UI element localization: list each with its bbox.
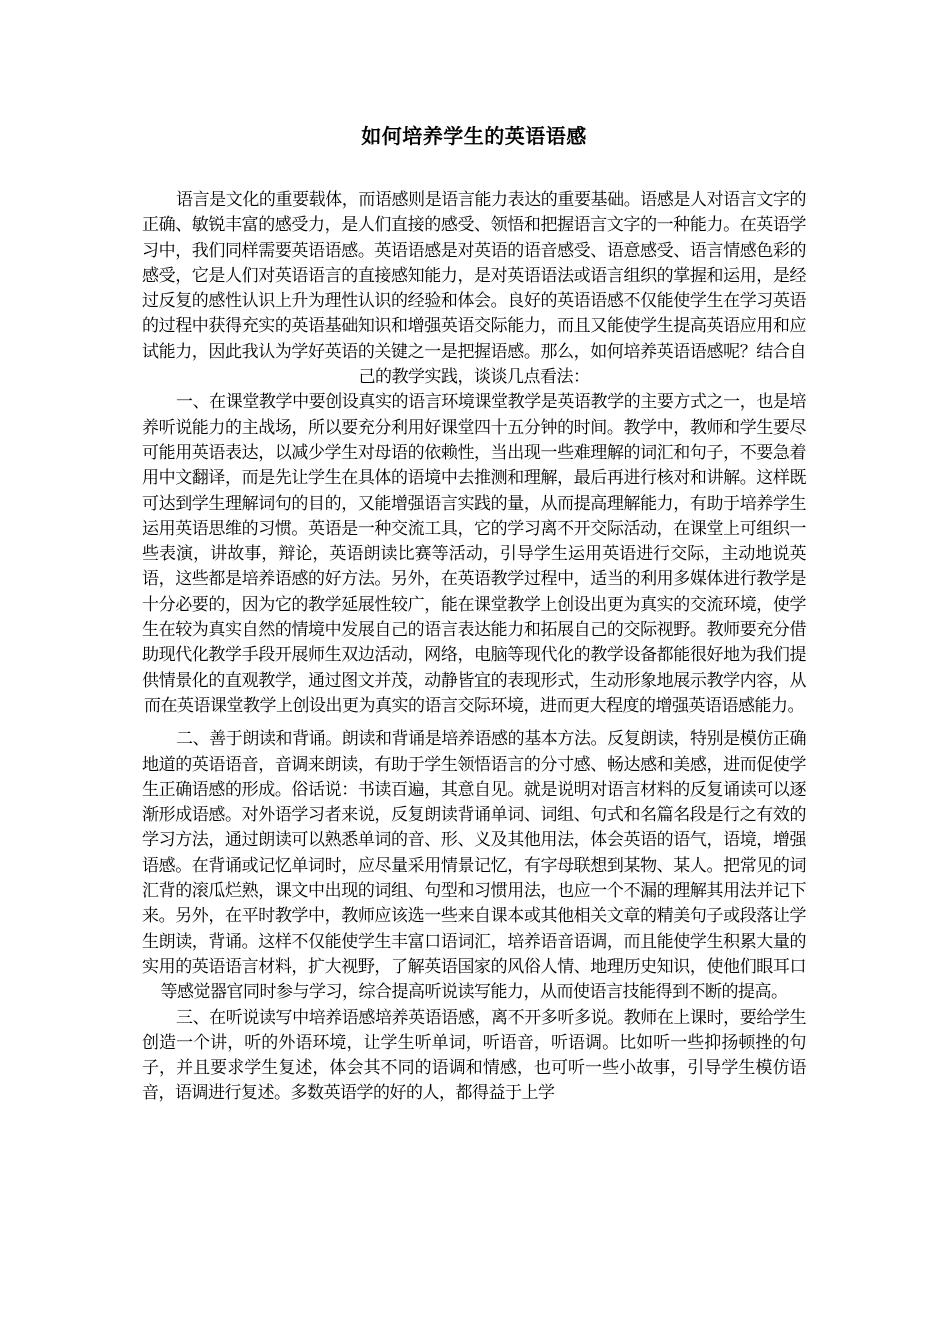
paragraph-section-2: 二、善于朗读和背诵。朗读和背诵是培养语感的基本方法。反复朗读，特别是模仿正确地道的英语语音，音调来朗读，有助于学生领悟语言的分寸感、畅达感和美感，进而促使学生正确语感的形成。俗话说：书读百遍，其意自见。就是说明对语言材料的反复诵读可以逐渐形成语感。对外语学习者来说，反复朗读背诵单词、词组、句式和名篇名段是行之有效的学习方法，通过朗读可以熟悉单词的音、形、义及其他用法，体会英语的语气，语境，增强语感。在背诵或记忆单词时，应尽量采用情景记忆，有字母联想到某物、某人。把常见的词汇背的滚瓜烂熟，课文中出现的词组、句型和习惯用法，也应一个不漏的理解其用法并记下来。另外，在平时教学中，教师应该选一些来自课本或其他相关文章的精美句子或段落让学生朗读，背诵。这样不仅能使学生丰富口语词汇，培养语音语调，而且能使学生积累大量的实用的英语语言材料，扩大视野，了解英语国家的风俗人情、地理历史知识，使他们眼耳口等感觉器官同时参与学习，综合提高听说读写能力，从而使语言技能得到不断的提高。: [142, 729, 806, 1003]
paragraph-intro: 语言是文化的重要载体，而语感则是语言能力表达的重要基础。语感是人对语言文字的正确、敏锐丰富的感受力，是人们直接的感受、领悟和把握语言文字的一种能力。在英语学习中，我们同样需要英语语感。英语语感是对英语的语音感受、语意感受、语言情感色彩的感受，它是人们对英语语言的直接感知能力，是对英语语法或语言组织的掌握和运用，是经过反复的感性认识上升为理性认识的经验和体会。良好的英语语感不仅能使学生在学习英语的过程中获得充实的英语基础知识和增强英语交际能力，而且又能使学生提高英语应用和应试能力，因此我认为学好英语的关键之一是把握语感。那么，如何培养英语语感呢？结合自己的教学实践，谈谈几点看法：: [142, 190, 806, 388]
document-body: [142, 118, 806, 1107]
document-title: 如何培养学生的英语语感: [361, 124, 587, 148]
paragraph-section-1: 一、在课堂教学中要创设真实的语言环境课堂教学是英语教学的主要方式之一，也是培养听说能力的主战场，所以要充分利用好课堂四十五分钟的时间。教学中，教师和学生要尽可能用英语表达，以减少学生对母语的依赖性，当出现一些难理解的词汇和句子，不要急着用中文翻译，而是先让学生在具体的语境中去推测和理解，最后再进行核对和讲解。这样既可达到学生理解词句的目的，又能增强语言实践的量，从而提高理解能力，有助于培养学生运用英语思维的习惯。英语是一种交流工具，它的学习离不开交际活动，在课堂上可组织一些表演，讲故事，辩论，英语朗读比赛等活动，引导学生运用英语进行交际，主动地说英语，这些都是培养语感的好方法。另外，在英语教学过程中，适当的利用多媒体进行教学是十分必要的，因为它的教学延展性较广，能在课堂教学上创设出更为真实的交流环境，使学生在较为真实自然的情境中发展自己的语言表达能力和拓展自己的交际视野。教师要充分借助现代化教学手段开展师生双边活动，网络，电脑等现代化的教学设备都能很好地为我们提供情景化的直观教学，通过图文并茂，动静皆宜的表现形式，生动形象地展示教学内容，从而在英语课堂教学上创设出更为真实的语言交际环境，进而更大程度的增强英语语感能力。: [142, 392, 806, 716]
paragraph-section-3: 三、在听说读写中培养语感培养英语语感，离不开多听多说。教师在上课时，要给学生创造一个讲，听的外语环境，让学生听单词，听语音，听语调。比如听一些抑扬顿挫的句子，并且要求学生复述，体会其不同的语调和情感，也可听一些小故事，引导学生模仿语音，语调进行复述。多数英语学的好的人，都得益于上学: [142, 1007, 806, 1104]
